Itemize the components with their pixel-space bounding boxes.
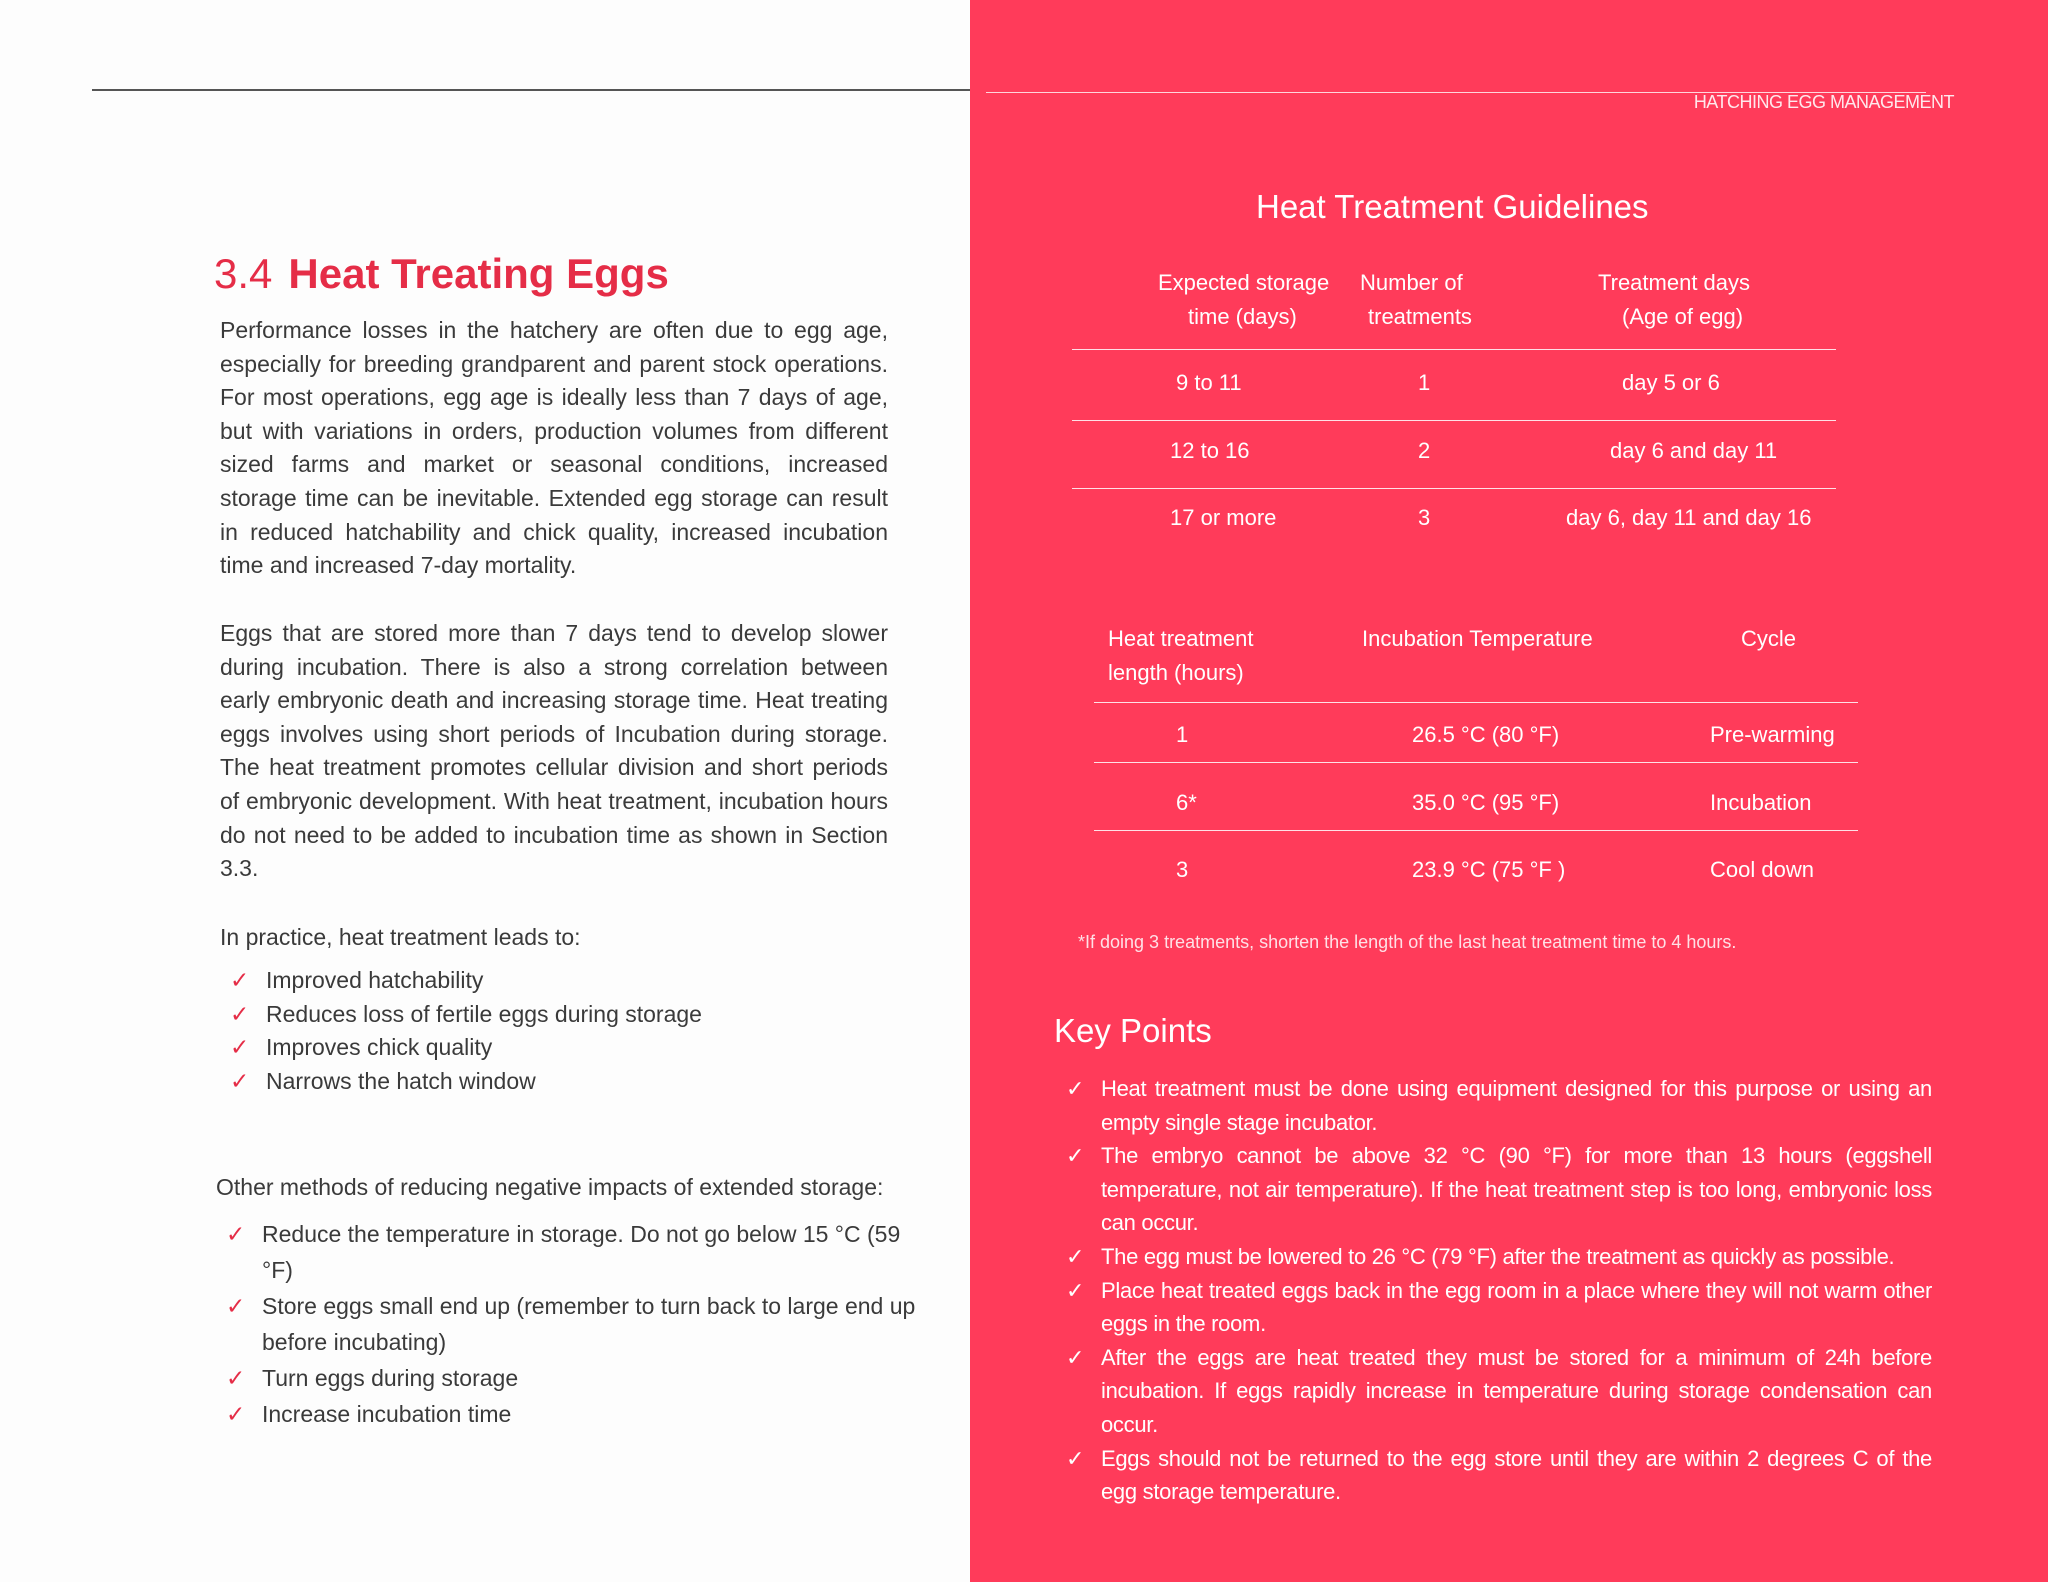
column-header [1360,266,1472,333]
list-item [1054,1341,1932,1442]
check-icon: ✓ [230,1000,250,1027]
list-item-text: Turn eggs during storage [262,1365,519,1391]
check-icon: ✓ [230,1034,250,1061]
list-item-text: Improves chick quality [266,1034,493,1061]
column-header-line: (Age of egg) [1622,303,1744,329]
list-item [216,1396,936,1432]
column-header [1362,622,1593,656]
check-icon: ✓ [1066,1344,1085,1370]
list-item-text: Narrows the hatch window [266,1067,536,1094]
list-item-text: The embryo cannot be above 32 °C (90 °F) for more than 13 hours (eggshell temperature, not air temperature). If the heat treatment step is too long, embryonic loss can occur. [1101,1143,1932,1236]
table-cell: day 6 and day 11 [1610,438,1778,463]
list-item [216,1360,936,1396]
table-footnote: *If doing 3 treatments, shorten the length of the last heat treatment time to 4 hours. [1078,932,1737,952]
table-cell: 2 [1418,438,1431,463]
list-item [216,1288,936,1360]
check-icon: ✓ [226,1221,246,1247]
table-cell: day 6, day 11 and day 16 [1566,505,1812,530]
column-header-line: Heat treatment [1108,626,1254,651]
check-icon: ✓ [230,1067,250,1094]
list-item [1054,1274,1932,1341]
benefits-intro: In practice, heat treatment leads to: [220,924,581,950]
column-header-line: time (days) [1188,303,1297,329]
column-header-line: length (hours) [1108,659,1244,685]
column-header [1741,622,1796,656]
column-header-line: Number of [1360,270,1463,295]
table-divider [1094,702,1858,703]
column-header-line: Treatment days [1598,270,1751,295]
column-header [1158,266,1329,333]
list-item-text: Place heat treated eggs back in the egg room in a place where they will not warm other eggs in the room. [1101,1277,1932,1337]
key-points-title: Key Points [1054,1012,1212,1049]
left-page [0,0,970,1582]
table-divider [1072,420,1836,421]
table-cell: Incubation [1710,790,1812,815]
section-title: Heat Treating Eggs [288,250,669,297]
table-cell: Pre-warming [1710,722,1835,747]
check-icon: ✓ [1066,1243,1085,1269]
table-cell: 9 to 11 [1176,370,1242,395]
table-cell: 17 or more [1170,505,1277,530]
section-number: 3.4 [214,250,273,297]
paragraph-storage-development: Eggs that are stored more than 7 days tend to develop slower during incubation. There is also a strong correlation between early embryonic death and increasing storage time. Heat treating eggs involves using short periods of Incubation during storage. The heat treatment promotes cellular division and short periods of embryonic development. With heat treatment, incubation hours do not need to be added to incubation time as shown in Section 3.3. [220,620,888,882]
table-cell: 26.5 °C (80 °F) [1412,722,1560,747]
key-points-list [1054,1072,1932,1509]
list-item-text: Eggs should not be returned to the egg store until they are within 2 degrees C of the egg storage temperature. [1101,1445,1932,1505]
guidelines-title: Heat Treatment Guidelines [1256,188,1649,225]
list-item-text: Increase incubation time [262,1401,512,1427]
check-icon: ✓ [226,1401,246,1427]
list-item-text: Heat treatment must be done using equipment designed for this purpose or using an empty single stage incubator. [1101,1076,1932,1135]
list-item-text: After the eggs are heat treated they must be stored for a minimum of 24h before incubation. If eggs rapidly increase in temperature during storage condensation can occur. [1101,1344,1932,1437]
table-divider [1094,830,1858,831]
table-divider [1072,488,1836,489]
list-item [1054,1442,1932,1509]
table-cell: 3 [1176,857,1189,882]
list-item-text: Store eggs small end up (remember to turn back to large end up before incubating) [262,1293,916,1355]
top-divider [92,89,972,91]
check-icon: ✓ [226,1293,246,1319]
table-cell: 1 [1418,370,1431,395]
column-header [1108,622,1254,689]
benefits-list [220,964,920,1098]
check-icon: ✓ [1066,1445,1085,1471]
table-cell: 1 [1176,722,1189,747]
table-cell: 35.0 °C (95 °F) [1412,790,1560,815]
column-header-line: Expected storage [1158,270,1330,295]
column-header-line: Cycle [1741,626,1797,651]
check-icon: ✓ [1066,1277,1085,1303]
table-cell: day 5 or 6 [1622,370,1720,395]
table-divider [1072,349,1836,350]
table-cell: 3 [1418,505,1431,530]
column-header-line: treatments [1368,303,1472,329]
list-item [1054,1139,1932,1240]
table-cell: Cool down [1710,857,1814,882]
list-item [220,1031,920,1065]
storage-treatment-table [1072,266,1836,546]
check-icon: ✓ [1066,1076,1085,1101]
list-item [220,964,920,998]
list-item-text: Improved hatchability [266,967,484,993]
methods-list [216,1216,936,1432]
check-icon: ✓ [226,1365,246,1391]
table-cell: 23.9 °C (75 °F ) [1412,857,1566,882]
list-item [216,1216,936,1288]
table-cell: 12 to 16 [1170,438,1250,463]
paragraph-egg-age: Performance losses in the hatchery are often due to egg age, especially for breeding grandparent and parent stock operations. For most operations, egg age is ideally less than 7 days of age, but with variations in orders, production volumes from different sized farms and market or seasonal conditions, increased storage time can be inevitable. Extended egg storage can result in reduced hatchability and chick quality, increased incubation time and increased 7-day mortality. [220,317,888,579]
section-heading [214,250,669,298]
table-cell: 6* [1176,790,1197,815]
list-item [220,1065,920,1099]
running-header: HATCHING EGG MANAGEMENT [1693,92,1954,112]
list-item-text: The egg must be lowered to 26 °C (79 °F) after the treatment as quickly as possible. [1101,1243,1895,1269]
table-divider [1094,762,1858,763]
heat-cycle-table [1094,622,1858,892]
list-item [1054,1072,1932,1139]
column-header [1598,266,1750,333]
check-icon: ✓ [230,967,250,993]
list-item [220,998,920,1032]
check-icon: ✓ [1066,1143,1085,1169]
methods-intro: Other methods of reducing negative impacts of extended storage: [216,1174,884,1200]
column-header-line: Incubation Temperature [1362,626,1593,651]
list-item-text: Reduce the temperature in storage. Do not go below 15 °C (59 °F) [262,1221,901,1283]
list-item [1054,1240,1932,1274]
list-item-text: Reduces loss of fertile eggs during storage [266,1000,702,1027]
